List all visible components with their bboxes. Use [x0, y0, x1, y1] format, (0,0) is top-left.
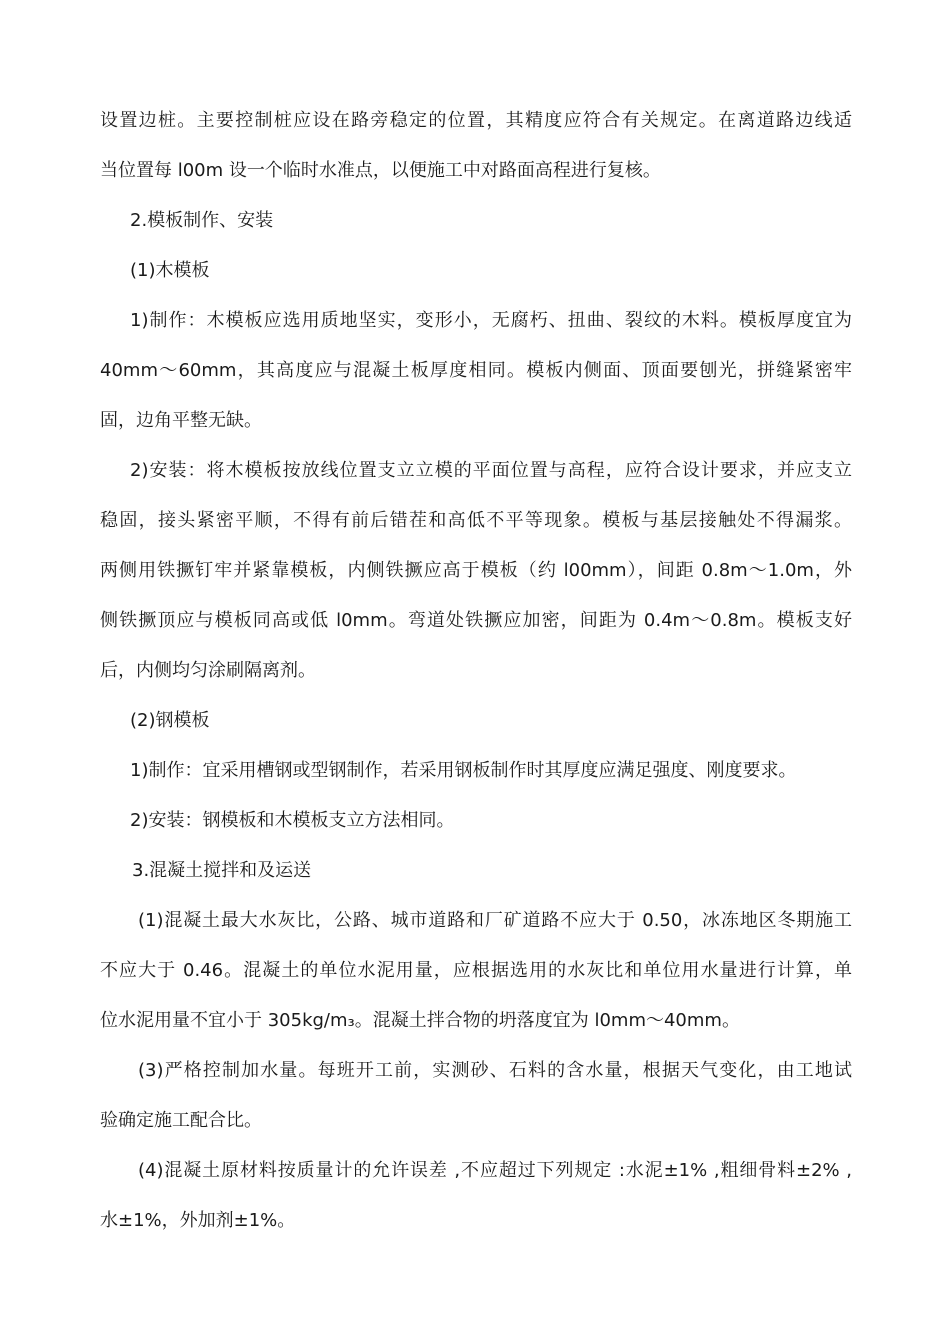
- subsection-heading: (1)木模板: [130, 260, 210, 281]
- paragraph-line: 验确定施工配合比。: [100, 1110, 262, 1131]
- paragraph-line: 设置边桩。主要控制桩应设在路旁稳定的位置，其精度应符合有关规定。在离道路边线适: [100, 110, 852, 131]
- paragraph-line: 1)制作：木模板应选用质地坚实，变形小，无腐朽、扭曲、裂纹的木料。模板厚度宜为: [130, 310, 852, 331]
- subsection-heading: (2)钢模板: [130, 710, 210, 731]
- paragraph-line: 2)安装：将木模板按放线位置支立立模的平面位置与高程，应符合设计要求，并应支立: [130, 460, 852, 481]
- paragraph-line: 稳固，接头紧密平顺，不得有前后错茬和高低不平等现象。模板与基层接触处不得漏浆。: [100, 510, 852, 531]
- paragraph-line: (4)混凝土原材料按质量计的允许误差 ,不应超过下列规定 :水泥±1% ,粗细骨料±2% ,: [138, 1160, 852, 1181]
- section-heading: 2.模板制作、安装: [130, 210, 274, 231]
- paragraph-line: 侧铁撅顶应与模板同高或低 l0mm。弯道处铁撅应加密，间距为 0.4m～0.8m。模板支好: [100, 610, 852, 631]
- paragraph-line: (1)混凝土最大水灰比，公路、城市道路和厂矿道路不应大于 0.50，冰冻地区冬期施工: [138, 910, 852, 931]
- paragraph-line: 当位置每 l00m 设一个临时水准点，以便施工中对路面高程进行复核。: [100, 160, 661, 181]
- paragraph-line: (3)严格控制加水量。每班开工前，实测砂、石料的含水量，根据天气变化，由工地试: [138, 1060, 852, 1081]
- paragraph-line: 不应大于 0.46。混凝土的单位水泥用量，应根据选用的水灰比和单位用水量进行计算，单: [100, 960, 852, 981]
- paragraph-line: 2)安装：钢模板和木模板支立方法相同。: [130, 810, 455, 831]
- paragraph-line: 固，边角平整无缺。: [100, 410, 262, 431]
- paragraph-line: 水±1%，外加剂±1%。: [100, 1210, 296, 1231]
- section-heading: 3.混凝土搅拌和及运送: [132, 860, 312, 881]
- paragraph-line: 1)制作：宜采用槽钢或型钢制作，若采用钢板制作时其厚度应满足强度、刚度要求。: [130, 760, 797, 781]
- paragraph-line: 40mm～60mm，其高度应与混凝土板厚度相同。模板内侧面、顶面要刨光，拼缝紧密牢: [100, 360, 852, 381]
- paragraph-line: 后，内侧均匀涂刷隔离剂。: [100, 660, 316, 681]
- paragraph-line: 两侧用铁撅钉牢并紧靠模板，内侧铁撅应高于模板（约 l00mm），间距 0.8m～1.0m，外: [100, 560, 852, 581]
- paragraph-line: 位水泥用量不宜小于 305kg/m₃。混凝土拌合物的坍落度宜为 l0mm～40mm。: [100, 1010, 740, 1031]
